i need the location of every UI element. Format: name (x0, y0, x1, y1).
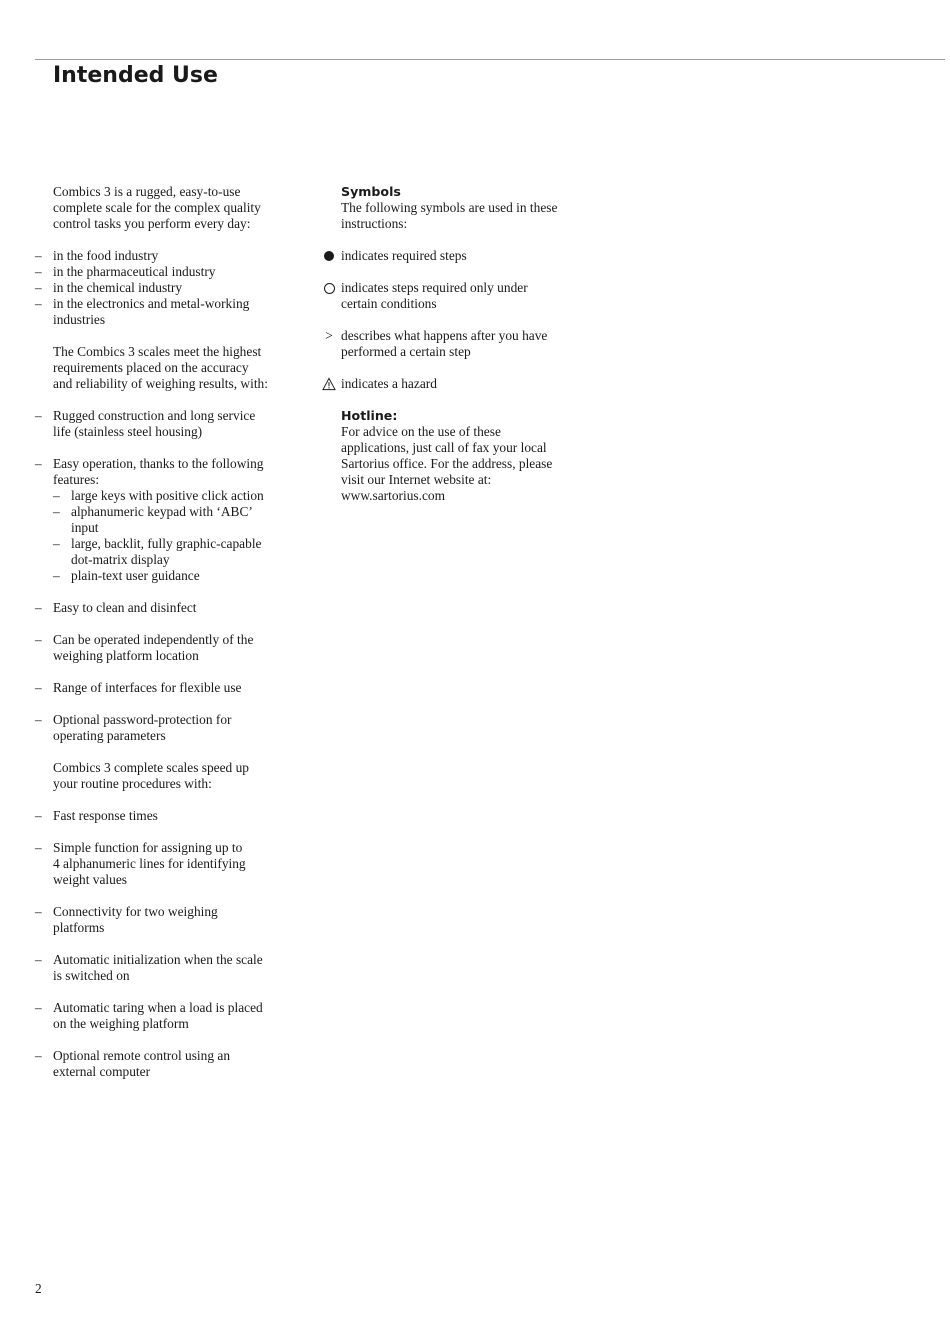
list-item-food: – in the food industry (35, 248, 159, 263)
requirements-paragraph: The Combics 3 scales meet the highest requirements placed on the accuracy and reliability of weighing results, with: (53, 344, 268, 391)
page-title: Intended Use (53, 63, 218, 88)
feature-interfaces: – Range of interfaces for flexible use (35, 680, 242, 695)
website-link: www.sartorius.com (341, 488, 446, 503)
symbols-intro: The following symbols are used in these instructions: (341, 200, 558, 231)
symbol-hazard: indicates a hazard (341, 376, 601, 392)
left-column (35, 184, 303, 1080)
open-circle-icon (322, 280, 336, 296)
header-rule (35, 59, 945, 60)
feature-rugged: – Rugged construction and long service life (stainless steel housing) (35, 408, 256, 439)
symbol-conditional: indicates steps required only under certain conditions (341, 280, 601, 312)
feature-connectivity: – Connectivity for two weighing platforms (35, 904, 218, 935)
filled-circle-icon (322, 248, 336, 264)
symbol-required: indicates required steps (341, 248, 601, 264)
sub-feature-keys: – large keys with positive click action (53, 488, 264, 503)
sub-feature-keypad: – alphanumeric keypad with ‘ABC’ input (53, 504, 253, 535)
list-item-electronics: – in the electronics and metal-working industries (35, 296, 250, 327)
feature-independent: – Can be operated independently of the weighing platform location (35, 632, 254, 663)
warning-triangle-icon (322, 376, 336, 392)
right-column (325, 184, 601, 504)
hotline-heading: Hotline: (341, 408, 398, 423)
feature-response: – Fast response times (35, 808, 158, 823)
list-item-chemical: – in the chemical industry (35, 280, 183, 295)
list-item-pharma: – in the pharmaceutical industry (35, 264, 216, 279)
intro-paragraph: Combics 3 is a rugged, easy-to-use complete scale for the complex quality control tasks you perform every day: (53, 184, 261, 231)
greater-than-icon: > (325, 328, 333, 343)
feature-taring: – Automatic taring when a load is placed on the weighing platform (35, 1000, 263, 1031)
sub-feature-display: – large, backlit, fully graphic-capable dot-matrix display (53, 536, 262, 567)
sub-feature-guidance: – plain-text user guidance (53, 568, 200, 583)
feature-easy-operation: – Easy operation, thanks to the following features: – large keys with positive click action – alphanumeric keypad with ‘ABC’ input – large, backlit, fully graphic-capable dot-matrix display – plain-text user guidance (53, 456, 303, 584)
speed-paragraph: Combics 3 complete scales speed up your routine procedures with: (53, 760, 249, 791)
feature-password: – Optional password-protection for operating parameters (35, 712, 232, 743)
symbols-heading: Symbols (341, 184, 401, 199)
page-number: 2 (35, 1281, 42, 1296)
feature-clean: – Easy to clean and disinfect (35, 600, 197, 615)
feature-alphanumeric-lines: – Simple function for assigning up to 4 alphanumeric lines for identifying weight values (35, 840, 246, 887)
hotline-text: For advice on the use of these applications, just call of fax your local Sartorius office. For the address, please visit our Internet website at: www.sartorius.com (341, 424, 553, 503)
symbol-result: > describes what happens after you have performed a certain step (341, 328, 601, 360)
feature-initialization: – Automatic initialization when the scale is switched on (35, 952, 263, 983)
feature-remote: – Optional remote control using an external computer (35, 1048, 231, 1079)
